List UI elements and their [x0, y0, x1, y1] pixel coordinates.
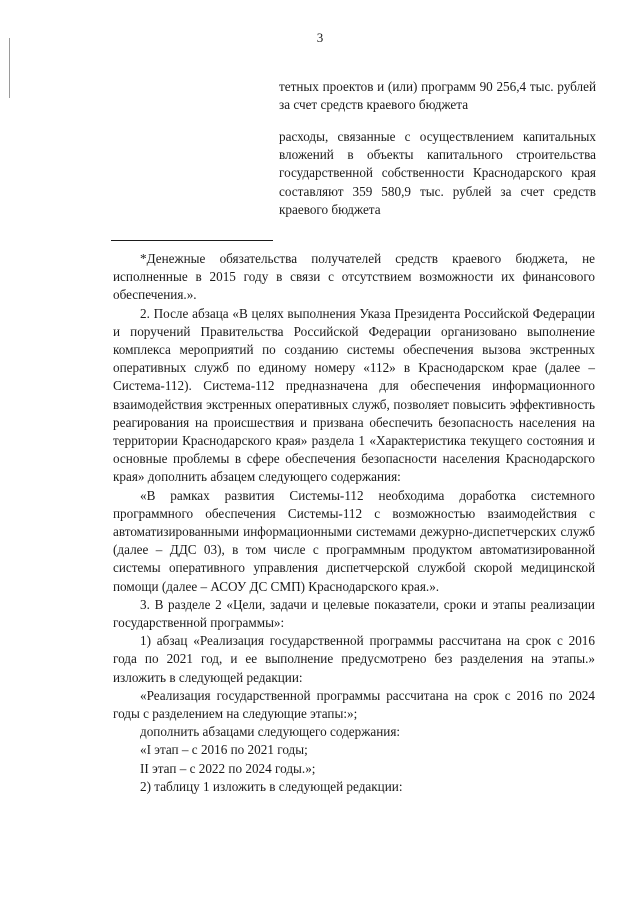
inset-text: тетных проектов и (или) программ 90 256,4 тыс. рублей за счет средств краевого бюджета [279, 79, 596, 113]
page-number: 3 [316, 30, 324, 45]
paragraph-stage-2: II этап – с 2022 по 2024 годы.»; [140, 760, 316, 776]
inset-text: расходы, связанные с осуществлением капитальных вложений в объекты капитального строительства государственной собственности Краснодарского края составляют 359 580,9 тыс. рублей за счет средств краевого бюджета [279, 129, 596, 217]
inset-block-capital-investments [279, 128, 596, 219]
paragraph-stage-1: «I этап – с 2016 по 2021 годы; [140, 742, 308, 758]
footnote: *Денежные обязательства получателей средств краевого бюджета, не исполненные в 2015 году в связи с отсутствием возможности их финансового обеспечения.». [113, 251, 595, 303]
footnote-separator [111, 240, 273, 241]
paragraph-subitem-2: 2) таблицу 1 изложить в следующей редакции: [140, 778, 403, 794]
paragraph-quote-system-112: «В рамках развития Системы-112 необходима доработка системного программного обеспечения Системы-112 с возможностью взаимодействия с автоматизированными информационными системами дежурно-диспетчерских служб (далее – ДДС 03), в том числе с программным продуктом автоматизированной системы оперативного управления диспетчерской службой скорой медицинской помощи (далее – АСОУ ДС СМП) Краснодарского края.». [113, 487, 595, 594]
paragraph-add-lines: дополнить абзацами следующего содержания: [140, 724, 401, 740]
paragraph-subitem-1: 1) абзац «Реализация государственной программы рассчитана на срок с 2016 года по 2021 год, и ее выполнение предусмотрено без разделения на этапы.» изложить в следующей редакции: [113, 633, 595, 685]
paragraph-item-3: 3. В разделе 2 «Цели, задачи и целевые показатели, сроки и этапы реализации государственной программы»: [113, 596, 595, 631]
paragraph-quote-program-period: «Реализация государственной программы рассчитана на срок с 2016 по 2024 годы с разделением на следующие этапы:»; [113, 687, 595, 722]
paragraph-item-2: 2. После абзаца «В целях выполнения Указа Президента Российской Федерации и поручений Правительства Российской Федерации организовано выполнение комплекса мероприятий по созданию системы обеспечения вызова экстренных оперативных служб по единому номеру «112» в Краснодарском крае (далее – Система-112). Система-112 предназначена для обеспечения информационного взаимодействия экстренных оперативных служб, позволяет повысить эффективность реагирования на происшествия и призвана обеспечить безопасность населения на территории Краснодарского края» раздела 1 «Характеристика текущего состояния и основные проблемы в сфере обеспечения безопасности населения Краснодарского края» дополнить абзацем следующего содержания: [113, 305, 595, 485]
scan-edge-mark [9, 38, 10, 98]
inset-block-budget-projects [279, 78, 596, 114]
document-body [113, 250, 595, 796]
